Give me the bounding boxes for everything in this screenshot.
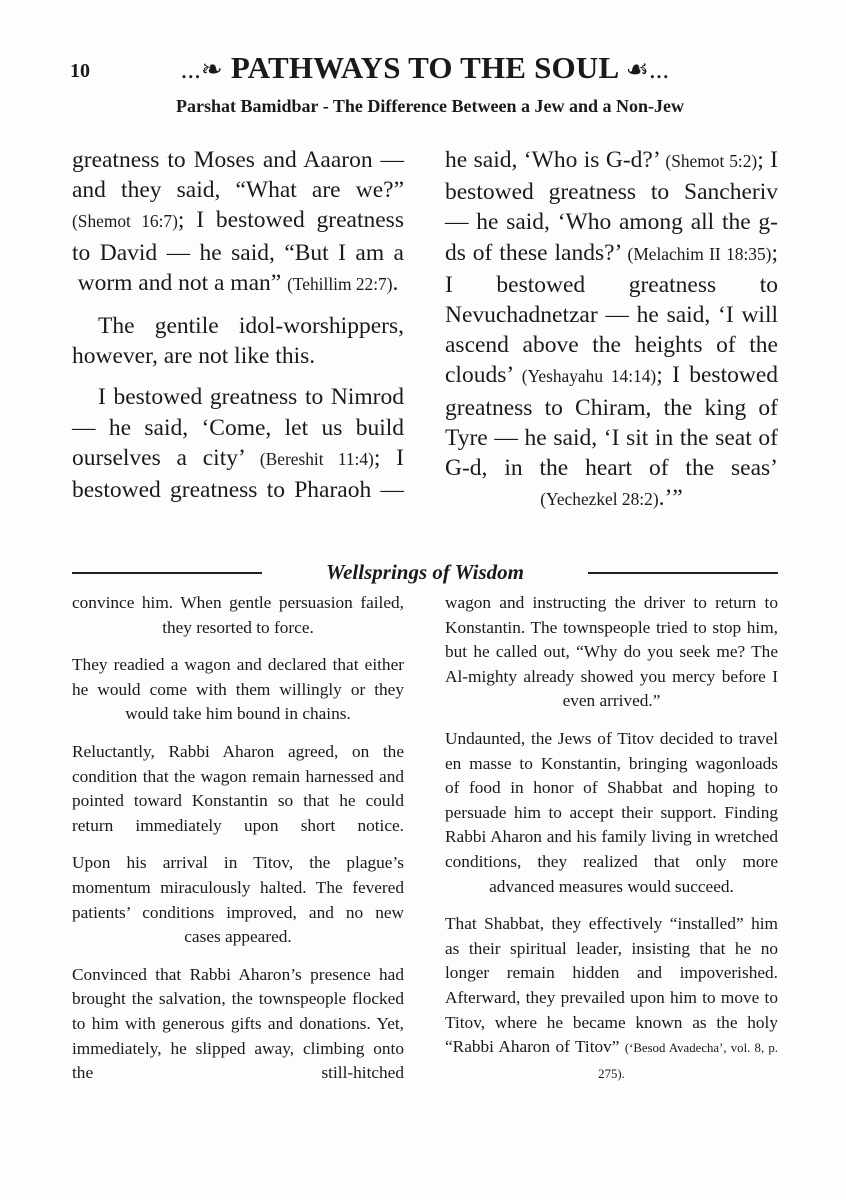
paragraph — [445, 727, 778, 899]
paragraph — [445, 591, 778, 714]
text-segment: he said, ‘Who is G-d?’ — [445, 147, 666, 173]
paragraph — [445, 912, 778, 1086]
citation: (‘Besod Avadecha’, vol. 8, p. 275). — [598, 1041, 778, 1081]
citation: (Yeshayahu 14:14) — [521, 367, 657, 387]
top-right-column — [445, 145, 778, 515]
citation: (Bereshit 11:4) — [259, 449, 374, 469]
text-segment: ; I bestowed greatness to Sancheriv — he said, ‘Who among all the g-ds of these lands?’ — [445, 147, 779, 266]
bottom-right-column — [445, 591, 778, 1086]
text-segment: . — [392, 269, 399, 296]
citation: (Tehillim 22:7) — [287, 274, 393, 294]
paragraph — [72, 591, 404, 640]
paragraph — [445, 145, 778, 515]
text-segment: Upon his arrival in Titov, the plague’s momentum miraculously halted. The fevered patients’ conditions improved, and no new cases appeared. — [72, 853, 404, 947]
text-segment: Undaunted, the Jews of Titov decided to travel en masse to Konstantin, bringing wagonloads of food in honor of Shabbat and hoping to persuade him to accept their support. Finding Rabbi Aharon and his family living in wretched conditions, they realized that only more advanced measures would succeed. — [445, 728, 778, 896]
section-divider — [72, 560, 778, 586]
paragraph — [72, 653, 404, 727]
text-segment: ; I bestowed greatness to Pharaoh — — [72, 444, 404, 504]
text-segment: greatness to Moses and Aaaron — and they said, “What are we?” — [72, 147, 404, 204]
section-label: Wellsprings of Wisdom — [322, 560, 528, 584]
citation: (Yechezkel 28:2) — [540, 490, 659, 510]
chapter-subtitle: Parshat Bamidbar - The Difference Between a Jew and a Non-Jew — [176, 96, 684, 116]
text-segment: That Shabbat, they effectively “installed” him as their spiritual leader, insisting that he no longer remain hidden and impoverished. Afterward, they prevailed upon him to move to Titov, where he became known as the holy “Rabbi Aharon of Titov” — [445, 914, 778, 1057]
text-segment: ; I bestowed greatness to David — he said, “But I am a worm and not a man” — [72, 207, 404, 296]
text-segment: Convinced that Rabbi Aharon’s presence had brought the salvation, the townspeople flocked to him with generous gifts and donations. Yet, immediately, he slipped away, climbing onto the still-hitched — [72, 964, 404, 1083]
paragraph — [72, 740, 404, 838]
text-segment: convince him. When gentle persuasion failed, they resorted to force. — [72, 593, 404, 637]
text-segment: .’” — [658, 485, 683, 512]
text-segment: I bestowed greatness to Nimrod — he said, ‘Come, let us build ourselves a city’ — [72, 384, 404, 471]
paragraph — [72, 382, 404, 505]
text-segment: ; I bestowed greatness to Chiram, the king of Tyre — he said, ‘I sit in the seat of G-d, in the heart of the seas’ — [445, 362, 778, 482]
book-title: PATHWAYS TO THE SOUL — [230, 50, 618, 85]
paragraph — [72, 311, 404, 371]
text-segment: wagon and instructing the driver to return to Konstantin. The townspeople tried to stop him, but he called out, “Why do you seek me? The Al-mighty already showed you mercy before I even arrived.” — [445, 593, 778, 711]
page-number: 10 — [70, 60, 90, 82]
text-segment: Reluctantly, Rabbi Aharon agreed, on the condition that the wagon remain harnessed and pointed toward Konstantin so that he could return immediately upon short notice. — [72, 741, 404, 835]
citation: (Melachim II 18:35) — [627, 244, 772, 264]
top-left-column — [72, 145, 404, 505]
paragraph — [72, 963, 404, 1086]
paragraph — [72, 145, 404, 300]
text-segment: The gentile idol-worshippers, however, are not like this. — [72, 313, 404, 370]
text-segment: ; I bestowed greatness to Nevuchadnetzar — he said, ‘I will ascend above the heights of the clouds’ — [445, 239, 778, 389]
citation: (Shemot 5:2) — [665, 152, 758, 171]
text-segment: They readied a wagon and declared that either he would come with them willingly or they would take him bound in chains. — [72, 655, 404, 724]
bottom-left-column — [72, 591, 404, 1086]
ornament-right-icon: ☙... — [625, 55, 670, 84]
citation: (Shemot 16:7) — [72, 212, 178, 232]
running-title — [130, 50, 720, 86]
paragraph — [72, 851, 404, 949]
ornament-left-icon: ...❧ — [180, 55, 223, 84]
